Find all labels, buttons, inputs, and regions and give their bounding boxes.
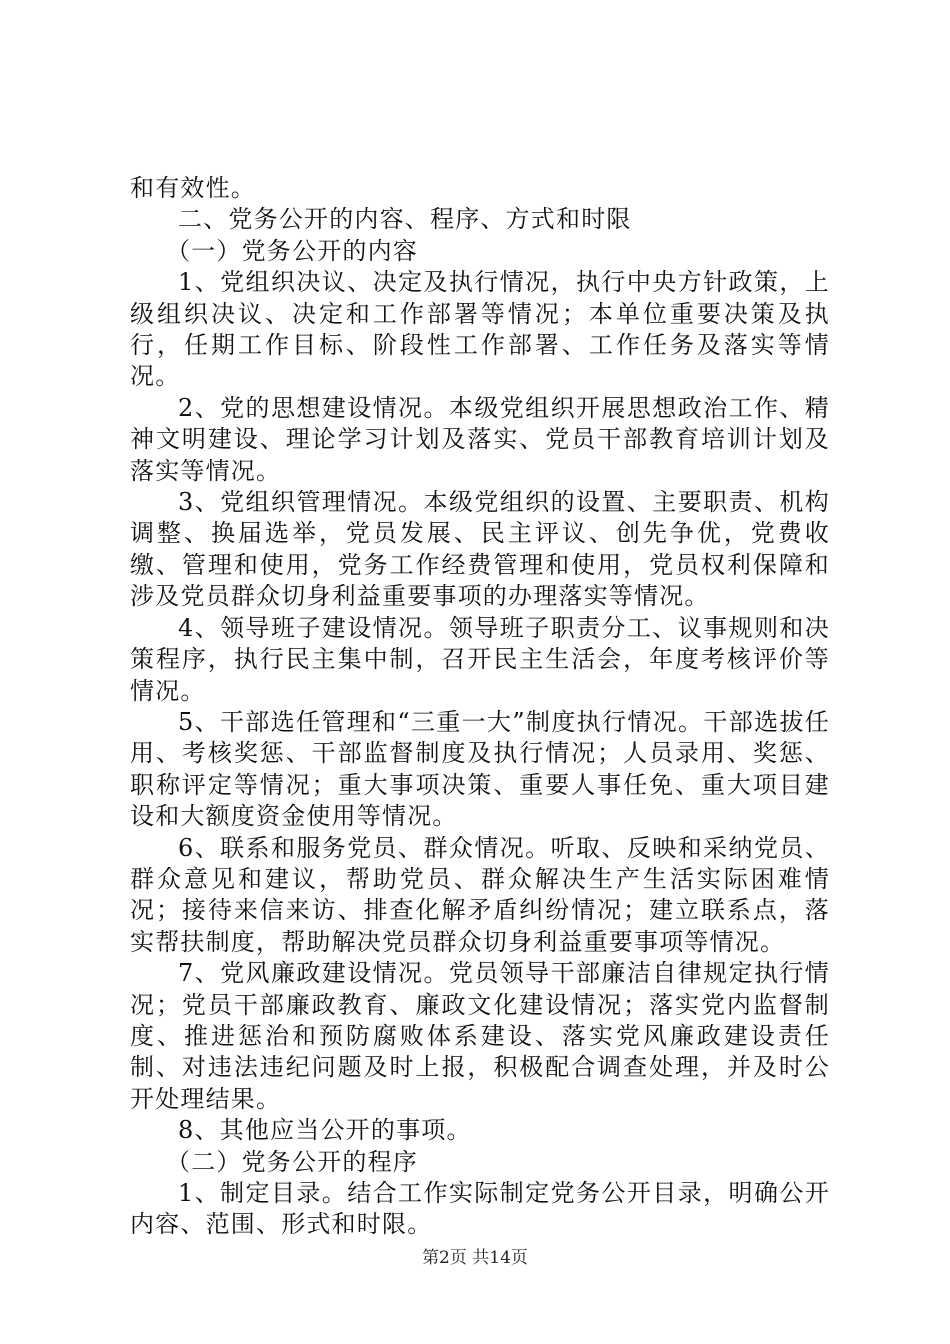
paragraph-item-8: 8、其他应当公开的事项。 (178, 1116, 472, 1145)
paragraph-continuation: 和有效性。 (130, 174, 256, 202)
paragraph-item-4: 4、领导班子建设情况。领导班子职责分工、议事规则和决策程序，执行民主集中制，召开民主生活会，年度考核评价等情况。 (130, 613, 830, 705)
paragraph-procedure-1: 1、制定目录。结合工作实际制定党务公开目录，明确公开内容、范围、形式和时限。 (130, 1179, 830, 1239)
subsection-heading-content: （一）党务公开的内容 (166, 236, 418, 265)
paragraph-item-3: 3、党组织管理情况。本级党组织的设置、主要职责、机构调整、换届选举，党员发展、民主评议、创先争优，党费收缴、管理和使用，党务工作经费管理和使用，党员权利保障和涉及党员群众切身利益重要事项的办理落实等情况。 (130, 488, 830, 611)
paragraph-item-6: 6、联系和服务党员、群众情况。听取、反映和采纳党员、群众意见和建议，帮助党员、群众解决生产生活实际困难情况；接待来信来访、排查化解矛盾纠纷情况；建立联系点，落实帮扶制度，帮助解决党员群众切身利益重要事项等情况。 (130, 833, 830, 956)
subsection-heading-procedure: （二）党务公开的程序 (166, 1147, 418, 1176)
document-body (130, 173, 830, 1241)
paragraph-item-1: 1、党组织决议、决定及执行情况，执行中央方针政策，上级组织决议、决定和工作部署等情况；本单位重要决策及执行，任期工作目标、阶段性工作部署、工作任务及落实等情况。 (130, 268, 830, 391)
page-number: 第2页 (422, 1248, 467, 1268)
page-footer (0, 1243, 950, 1268)
paragraph-item-2: 2、党的思想建设情况。本级党组织开展思想政治工作、精神文明建设、理论学习计划及落实、党员干部教育培训计划及落实等情况。 (130, 393, 830, 485)
section-heading-2: 二、党务公开的内容、程序、方式和时限 (178, 205, 632, 234)
paragraph-item-7: 7、党风廉政建设情况。党员领导干部廉洁自律规定执行情况；党员干部廉政教育、廉政文化建设情况；落实党内监督制度、推进惩治和预防腐败体系建设、落实党风廉政建设责任制、对违法违纪问题及时上报，积极配合调查处理，并及时公开处理结果。 (130, 959, 830, 1113)
page-total: 共14页 (472, 1248, 528, 1268)
paragraph-item-5: 5、干部选任管理和“三重一大”制度执行情况。干部选拔任用、考核奖惩、干部监督制度及执行情况；人员录用、奖惩、职称评定等情况；重大事项决策、重要人事任免、重大项目建设和大额度资金使用等情况。 (130, 707, 830, 831)
